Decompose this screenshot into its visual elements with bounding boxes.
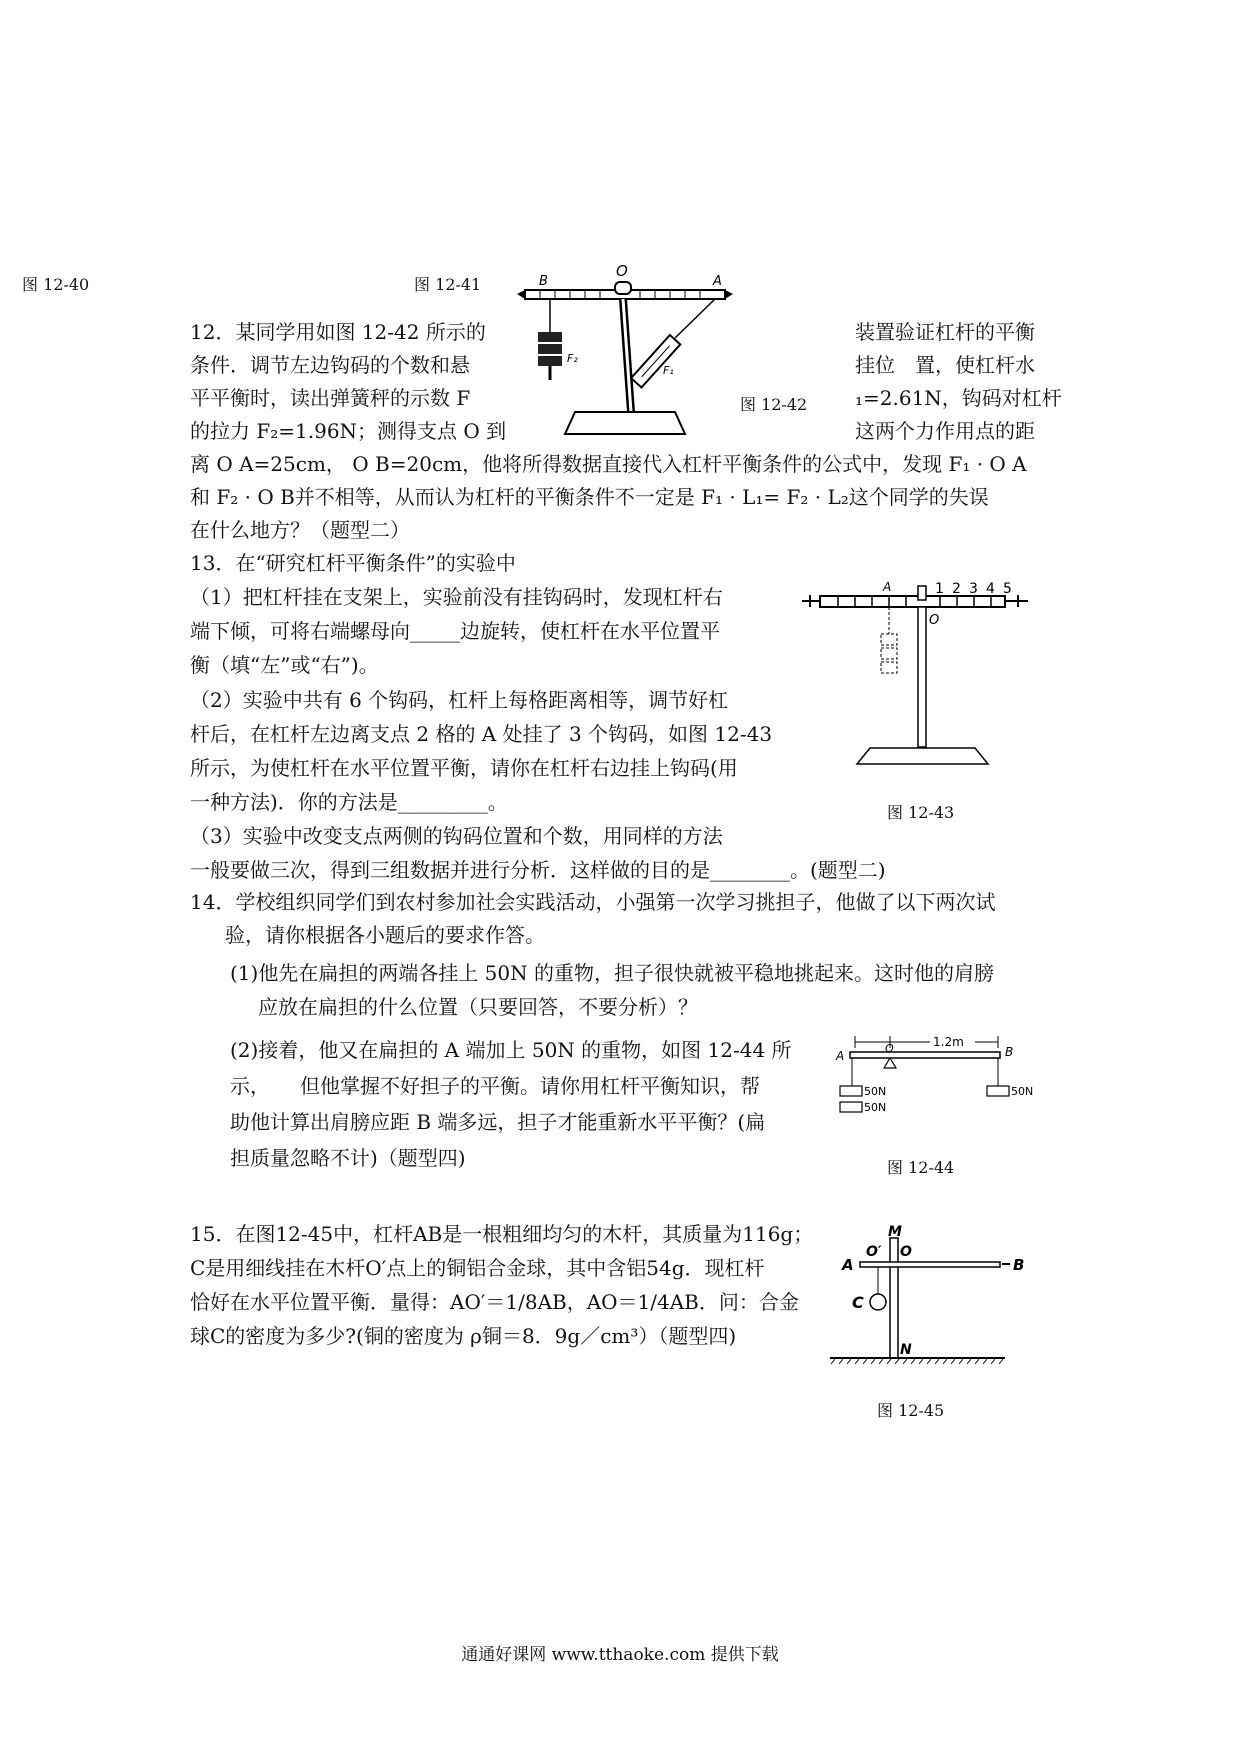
q15-line-4: 球C的密度为多少?(铜的密度为 ρ铜＝8．9g／cm³）（题型四) <box>190 1324 737 1348</box>
fig43-label-5: 5 <box>1003 581 1012 597</box>
figure-caption-12-44: 图 12-44 <box>887 1158 955 1177</box>
fig45-label-o-prime: O′ <box>866 1244 882 1260</box>
q13-line-10: 一般要做三次，得到三组数据并进行分析．这样做的目的是________。(题型二) <box>190 858 886 882</box>
figure-caption-12-45: 图 12-45 <box>877 1401 945 1420</box>
q14-line-4: 应放在扁担的什么位置（只要回答，不要分析）？ <box>258 995 698 1019</box>
fig42-label-f1: F₁ <box>663 364 674 377</box>
fig44-label-length: 1.2m <box>933 1035 964 1049</box>
q15-line-2: C是用细线挂在木杆O′点上的铜铝合金球，其中含铝54g．现杠杆 <box>190 1256 765 1280</box>
q12-line-1b: 装置验证杠杆的平衡 <box>855 320 1035 344</box>
q12-line-7: 在什么地方？（题型二） <box>190 518 410 542</box>
q12-line-5: 离 O A=25cm， O B=20cm，他将所得数据直接代入杠杆平衡条件的公式中，发现 F₁ · O A <box>190 452 1027 476</box>
q12-line-4a: 的拉力 F₂=1.96N；测得支点 O 到 <box>190 419 507 443</box>
fig44-label-a: A <box>836 1049 845 1063</box>
q14-line-7: 助他计算出肩膀应距 B 端多远，担子才能重新水平平衡？(扁 <box>230 1110 766 1134</box>
fig43-label-o: O <box>929 613 940 628</box>
q15-line-3: 恰好在水平位置平衡．量得：AO′＝1/8AB，AO＝1/4AB．问：合金 <box>190 1290 799 1314</box>
figure-12-43-lever <box>800 566 1030 786</box>
q14-line-3: (1)他先在扁担的两端各挂上 50N 的重物，担子很快就被平稳地挑起来。这时他的肩膀 <box>230 961 994 985</box>
q13-line-4: 衡（填“左”或“右”)。 <box>190 653 379 677</box>
q13-line-9: （3）实验中改变支点两侧的钩码位置和个数，用同样的方法 <box>190 824 723 848</box>
fig45-label-o: O <box>900 1244 912 1260</box>
fig42-label-a: A <box>713 274 722 289</box>
q12-line-4b: 这两个力作用点的距 <box>855 419 1035 443</box>
q13-line-3: 端下倾，可将右端螺母向_____边旋转，使杠杆在水平位置平 <box>190 619 720 643</box>
fig44-weight-b: 50N <box>1011 1085 1034 1098</box>
figure-12-45-lever-ball <box>830 1222 1035 1372</box>
page-footer: 通通好课网 www.tthaoke.com 提供下载 <box>461 1645 779 1665</box>
q15-line-1: 15．在图12-45中，杠杆AB是一根粗细均匀的木杆，其质量为116g； <box>190 1222 814 1246</box>
fig42-label-o: O <box>616 262 628 280</box>
fig43-label-2: 2 <box>952 581 961 597</box>
q14-line-5: (2)接着，他又在扁担的 A 端加上 50N 的重物，如图 12-44 所 <box>230 1038 792 1062</box>
fig45-label-b: B <box>1013 1256 1025 1274</box>
fig43-label-3: 3 <box>969 581 978 597</box>
q12-line-1a: 12．某同学用如图 12-42 所示的 <box>190 320 486 344</box>
figure-caption-12-42: 图 12-42 <box>740 395 808 414</box>
fig43-label-1: 1 <box>935 581 944 597</box>
q14-line-6: 示， 但他掌握不好担子的平衡。请你用杠杆平衡知识，帮 <box>230 1074 760 1098</box>
fig42-label-f2: F₂ <box>567 352 578 365</box>
fig45-label-m: M <box>888 1224 902 1240</box>
q13-line-6: 杆后，在杠杆左边离支点 2 格的 A 处挂了 3 个钩码，如图 12-43 <box>190 722 773 746</box>
fig44-label-b: B <box>1005 1045 1014 1059</box>
q13-line-7: 所示，为使杠杆在水平位置平衡，请你在杠杆右边挂上钩码(用 <box>190 756 738 780</box>
q13-line-1: 13．在“研究杠杆平衡条件”的实验中 <box>190 551 516 575</box>
figure-12-42-lever-spring-scale <box>515 262 735 450</box>
q12-line-6: 和 F₂ · O B并不相等，从而认为杠杆的平衡条件不一定是 F₁ · L₁= F₂ · L₂这个同学的失误 <box>190 485 989 509</box>
fig43-label-4: 4 <box>986 581 995 597</box>
fig45-label-n: N <box>900 1342 912 1358</box>
q12-line-2a: 条件．调节左边钩码的个数和悬 <box>190 353 470 377</box>
figure-12-44-carrying-pole <box>830 1028 1045 1138</box>
q12-line-3a: 平平衡时，读出弹簧秤的示数 F <box>190 386 471 410</box>
fig42-label-b: B <box>539 274 548 289</box>
fig44-label-o: O <box>885 1042 894 1055</box>
q14-line-8: 担质量忽略不计)（题型四) <box>230 1146 466 1170</box>
fig44-weight-a-2: 50N <box>864 1101 887 1114</box>
q14-line-1: 14．学校组织同学们到农村参加社会实践活动，小强第一次学习挑担子，他做了以下两次试 <box>190 890 996 914</box>
figure-caption-12-43: 图 12-43 <box>887 803 955 822</box>
fig45-label-c: C <box>852 1293 864 1312</box>
q12-line-2b: 挂位 置，使杠杆水 <box>855 353 1035 377</box>
figure-caption-12-41: 图 12-41 <box>414 275 482 294</box>
fig45-label-a: A <box>842 1256 854 1274</box>
q13-line-5: （2）实验中共有 6 个钩码，杠杆上每格距离相等，调节好杠 <box>190 688 729 712</box>
q14-line-2: 验，请你根据各小题后的要求作答。 <box>225 923 545 947</box>
fig44-weight-a-1: 50N <box>864 1085 887 1098</box>
figure-caption-12-40: 图 12-40 <box>22 275 90 294</box>
fig43-label-a: A <box>883 580 892 594</box>
q13-line-8: 一种方法)．你的方法是_________。 <box>190 790 508 814</box>
q13-line-2: （1）把杠杆挂在支架上，实验前没有挂钩码时，发现杠杆右 <box>190 585 723 609</box>
q12-line-3b: ₁=2.61N，钩码对杠杆 <box>855 386 1062 410</box>
